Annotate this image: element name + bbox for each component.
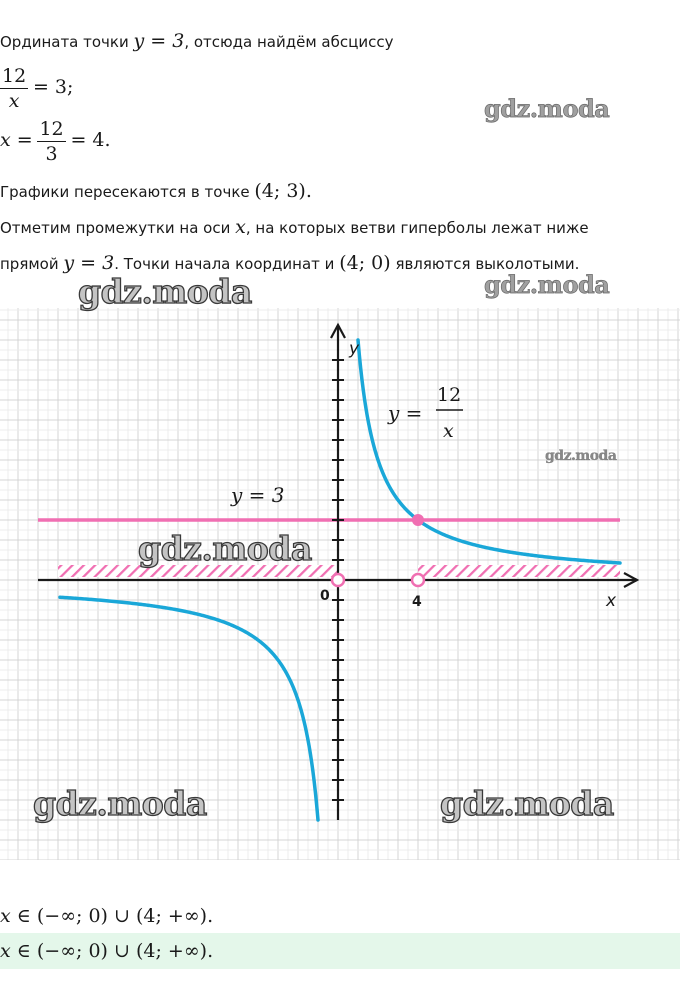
sentence-intervals <box>0 216 589 238</box>
equation-x-equals-4 <box>0 117 111 166</box>
fraction-numerator: 12 <box>39 118 64 140</box>
formula-y-equals-3: y = 3 <box>63 252 115 274</box>
watermark-logo: gdz.moda <box>484 270 610 299</box>
sentence-intervals-text: Отметим промежутки на оси <box>0 219 231 237</box>
fraction-12-over-x <box>0 64 28 113</box>
formula-y-equals-3: y = 3 <box>133 30 185 52</box>
sentence-ordinate <box>0 30 393 52</box>
variable-x: x <box>235 216 246 238</box>
watermark-logo: gdz.moda <box>138 529 312 568</box>
watermark-logo: gdz.moda <box>545 448 617 464</box>
sentence-intersection <box>0 180 312 202</box>
origin-label: 0 <box>320 588 330 604</box>
hyperbola-label-num: 12 <box>437 384 462 406</box>
answer-interval: ∈ (−∞; 0) ∪ (4; +∞). <box>16 905 214 927</box>
fraction-denominator: 3 <box>45 143 58 165</box>
sentence-punctured-mid: . Точки начала координат и <box>114 255 335 273</box>
hatch-interval-right <box>418 565 620 577</box>
point-4-3: (4; 3). <box>254 180 312 202</box>
y-axis-label: y <box>349 339 360 359</box>
equation-rest: = 4. <box>70 129 111 151</box>
tick-4-label: 4 <box>412 594 422 610</box>
equation-rest: = 3; <box>32 76 74 98</box>
intersection-point <box>412 514 424 526</box>
sentence-ordinate-text: Ордината точки <box>0 33 129 51</box>
answer-interval: ∈ (−∞; 0) ∪ (4; +∞). <box>16 940 214 962</box>
fraction-denominator: x <box>8 90 20 112</box>
equation-12-over-x <box>0 64 73 113</box>
answer-variable: x <box>0 940 11 962</box>
answer-line-highlighted <box>0 933 680 969</box>
hyperbola-label-lhs: y = <box>388 401 423 425</box>
watermark-logo: gdz.moda <box>33 784 207 823</box>
punctured-point-4 <box>412 574 424 586</box>
punctured-point-origin <box>332 574 344 586</box>
graph-hyperbola-and-line <box>0 308 680 860</box>
sentence-punctured-tail: являются выколотыми. <box>390 255 580 273</box>
sentence-ordinate-tail: , отсюда найдём абсциссу <box>184 33 394 51</box>
point-4-0: (4; 0) <box>339 252 391 274</box>
answer-variable: x <box>0 905 11 927</box>
hyperbola-label-den: x <box>443 420 454 442</box>
x-axis-label: x <box>606 591 617 611</box>
sentence-intervals-tail: , на которых ветви гиперболы лежат ниже <box>245 219 589 237</box>
sentence-intersection-text: Графики пересекаются в точке <box>0 183 250 201</box>
watermark-logo: gdz.moda <box>78 272 252 311</box>
fraction-12-over-3 <box>37 117 65 166</box>
answer-line <box>0 898 680 934</box>
watermark-logo: gdz.moda <box>484 94 610 123</box>
equation-lhs: x = <box>0 129 33 151</box>
line-y-equals-3-label: y = 3 <box>231 483 285 507</box>
sentence-punctured-text: прямой <box>0 255 59 273</box>
watermark-logo: gdz.moda <box>440 784 614 823</box>
fraction-numerator: 12 <box>2 65 27 87</box>
